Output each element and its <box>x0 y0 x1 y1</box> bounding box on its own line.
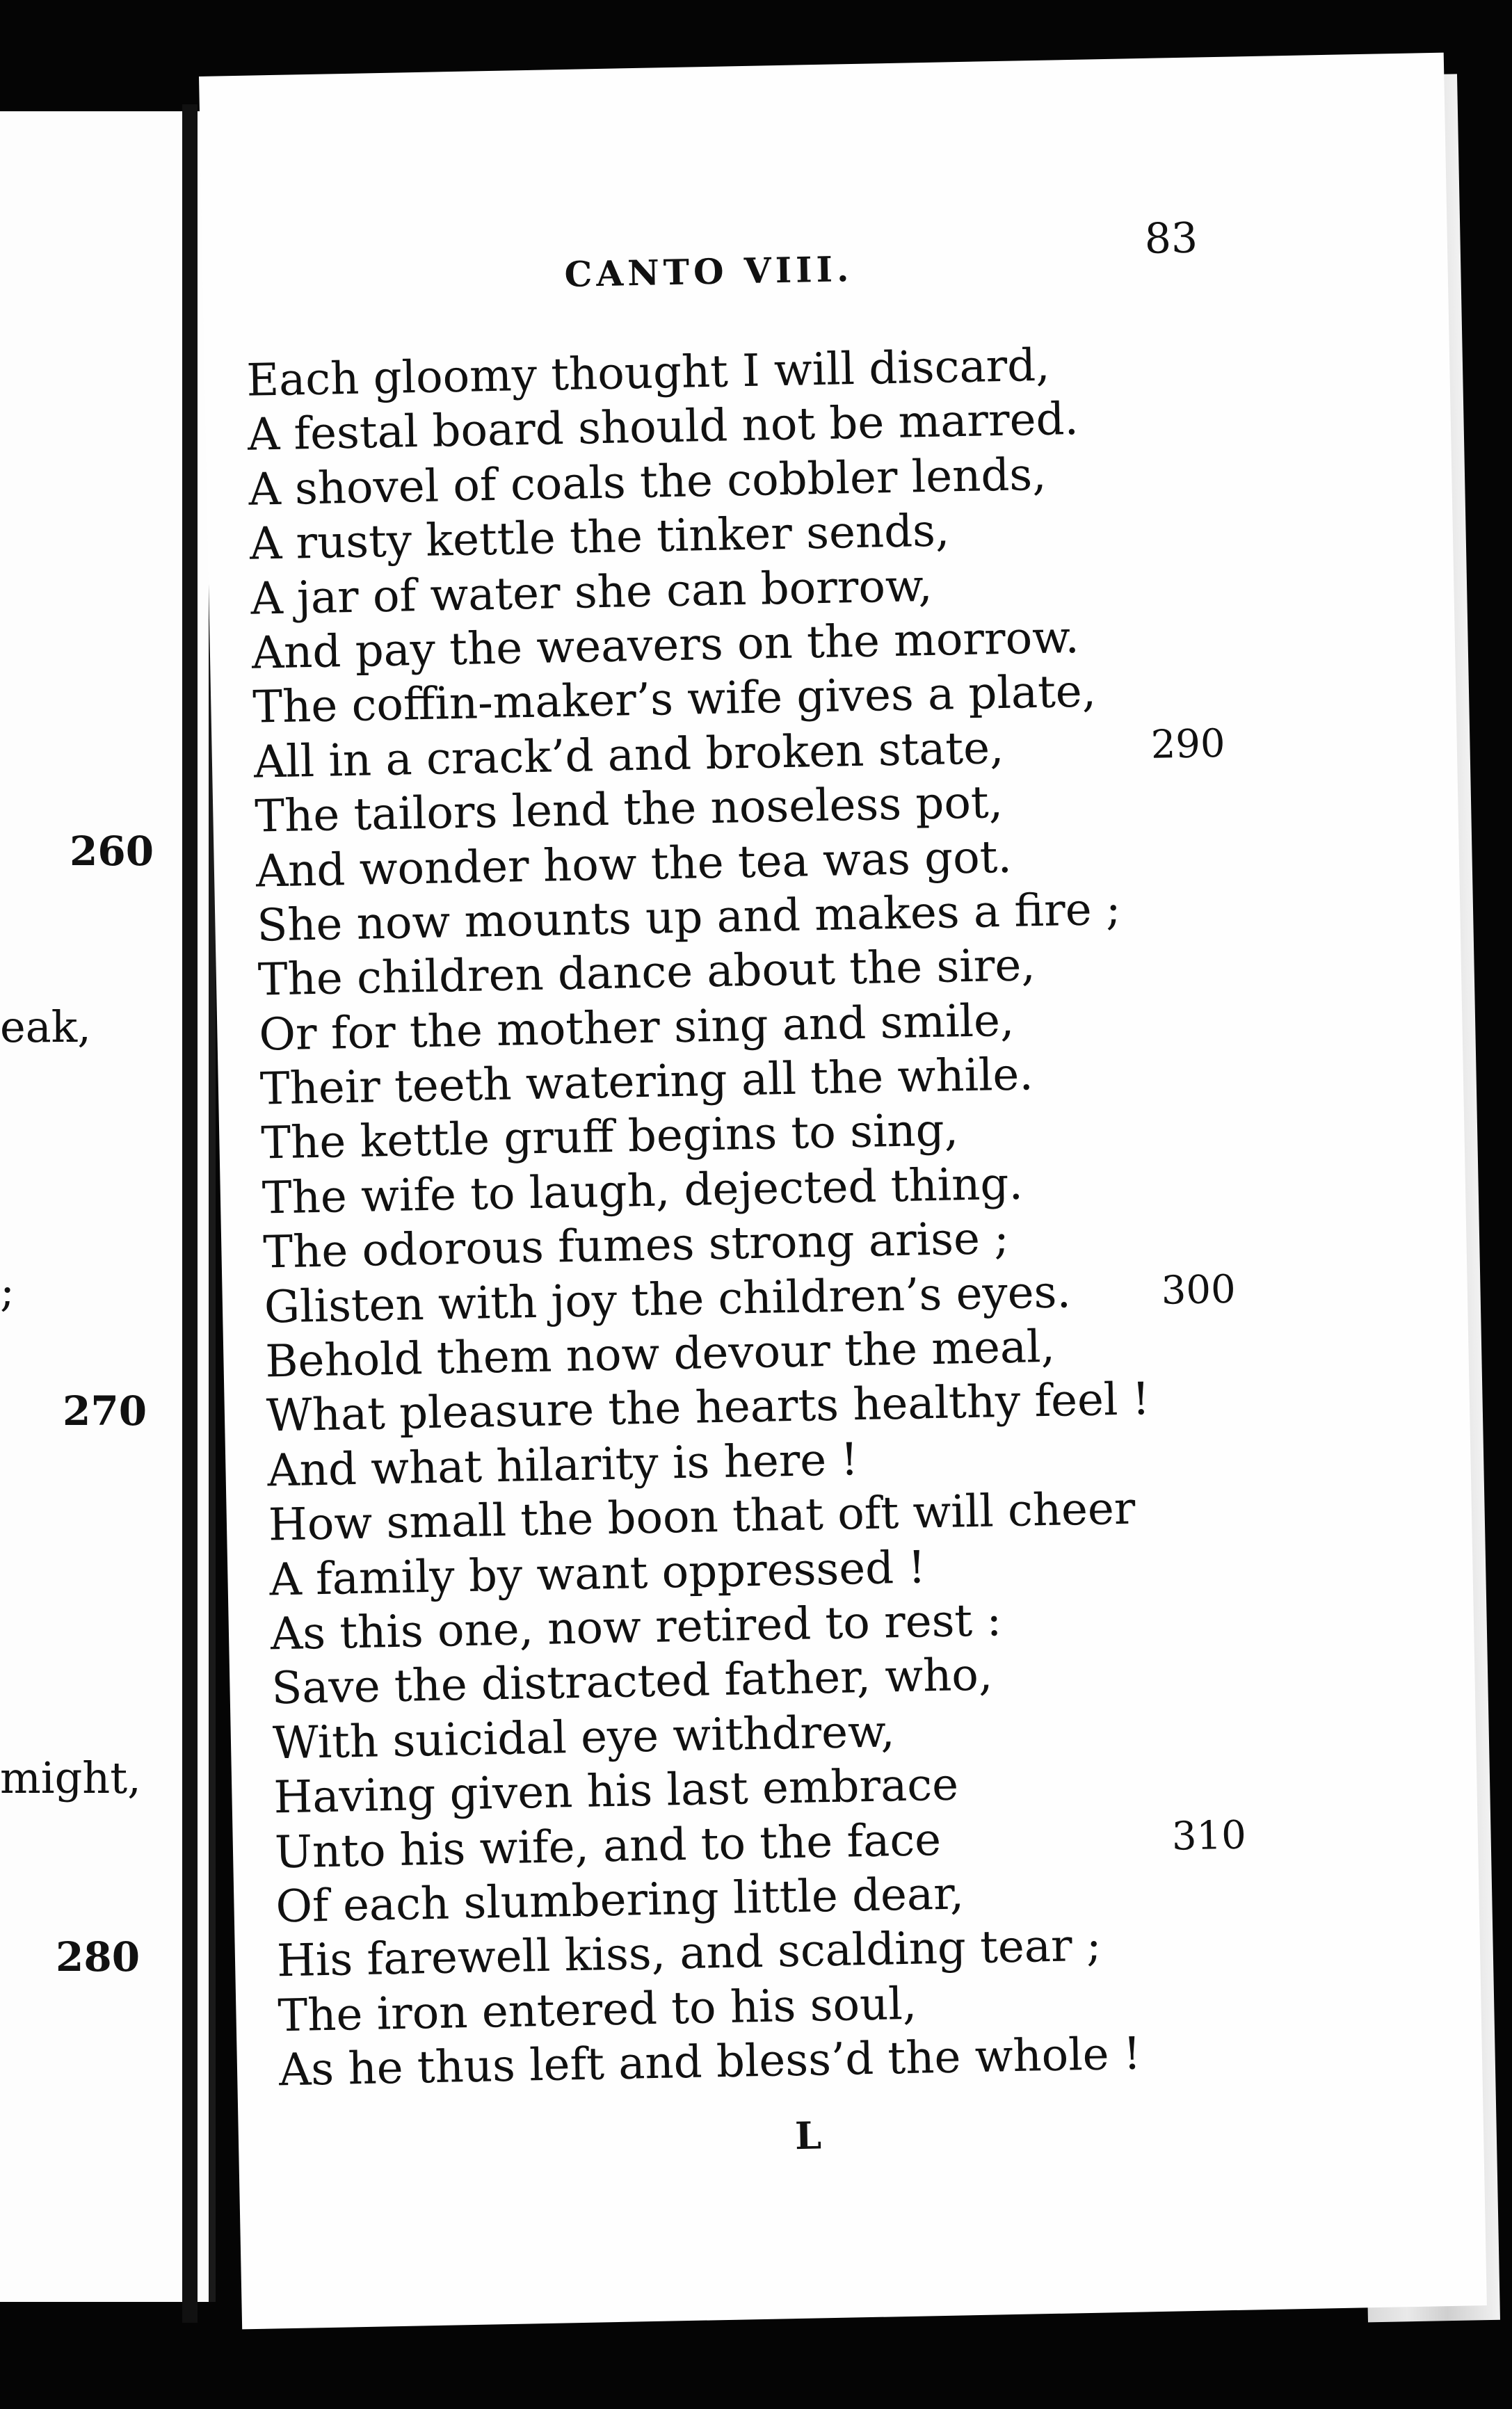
poem-line: Save the distracted father, who, <box>271 1649 993 1715</box>
poem-line: What pleasure the hearts healthy feel ! <box>266 1373 1151 1442</box>
poem-line: Unto his wife, and to the face <box>274 1814 942 1878</box>
poem-line: How small the boon that oft will cheer <box>268 1483 1136 1552</box>
poem-line: And wonder how the tea was got. <box>255 831 1013 898</box>
poem-line: Glisten with joy the children’s eyes. <box>264 1266 1072 1334</box>
signature-mark: L <box>794 2113 822 2159</box>
poem-line: The tailors lend the noseless pot, <box>254 777 1004 843</box>
left-line-number-270: 270 <box>63 1387 147 1435</box>
left-line-number-260: 260 <box>70 828 154 875</box>
poem-line: A family by want oppressed ! <box>268 1541 926 1606</box>
left-line-number-280: 280 <box>56 1933 140 1981</box>
poem-line: As this one, now retired to rest : <box>270 1595 1002 1661</box>
line-number-300: 300 <box>1161 1266 1237 1314</box>
line-number-310: 310 <box>1171 1812 1247 1860</box>
poem-line: A rusty kettle the tinker sends, <box>249 505 950 570</box>
poem-line: A festal board should not be marred. <box>247 394 1079 462</box>
poem-line: As he thus left and bless’d the whole ! <box>278 2028 1142 2097</box>
poem-line: A shovel of coals the cobbler lends, <box>248 449 1047 516</box>
poem-lines <box>246 337 1164 2097</box>
poem-line: Their teeth watering all the while. <box>259 1049 1034 1115</box>
running-head: CANTO VIII. <box>563 248 853 295</box>
poem-line: His farewell kiss, and scalding tear ; <box>276 1919 1102 1988</box>
poem-line: Or for the mother sing and smile, <box>258 994 1015 1061</box>
poem-line: Having given his last embrace <box>273 1759 959 1824</box>
right-page <box>199 53 1487 2330</box>
book-gutter <box>182 104 198 2323</box>
poem-line: The coffin-maker’s wife gives a plate, <box>252 666 1097 734</box>
poem-line: And pay the weavers on the morrow. <box>251 611 1080 679</box>
poem-line: Each gloomy thought I will discard, <box>246 339 1051 407</box>
poem-line: The odorous fumes strong arise ; <box>262 1213 1010 1279</box>
line-number-290: 290 <box>1150 720 1226 768</box>
page-number: 83 <box>1144 213 1198 264</box>
poem-line: And what hilarity is here ! <box>266 1433 859 1497</box>
poem-line: A jar of water she can borrow, <box>250 560 933 625</box>
left-text-fragment-2: ; <box>0 1266 15 1316</box>
poem-line: The wife to laugh, dejected thing. <box>262 1158 1024 1225</box>
left-text-fragment-1: eak, <box>0 1001 91 1052</box>
poem-line: Of each slumbering little dear, <box>275 1868 965 1933</box>
poem-line: She now mounts up and makes a fire ; <box>256 883 1122 952</box>
poem-line: The kettle gruff begins to sing, <box>260 1104 959 1170</box>
poem-line: With suicidal eye withdrew, <box>272 1706 896 1770</box>
poem-line: The children dance about the sire, <box>257 940 1036 1006</box>
poem-line: Behold them now devour the meal, <box>264 1321 1056 1388</box>
poem-line: The iron entered to his soul, <box>277 1978 917 2043</box>
poem-line: All in a crack’d and broken state, <box>253 722 1005 789</box>
left-text-fragment-3: might, <box>0 1753 141 1803</box>
